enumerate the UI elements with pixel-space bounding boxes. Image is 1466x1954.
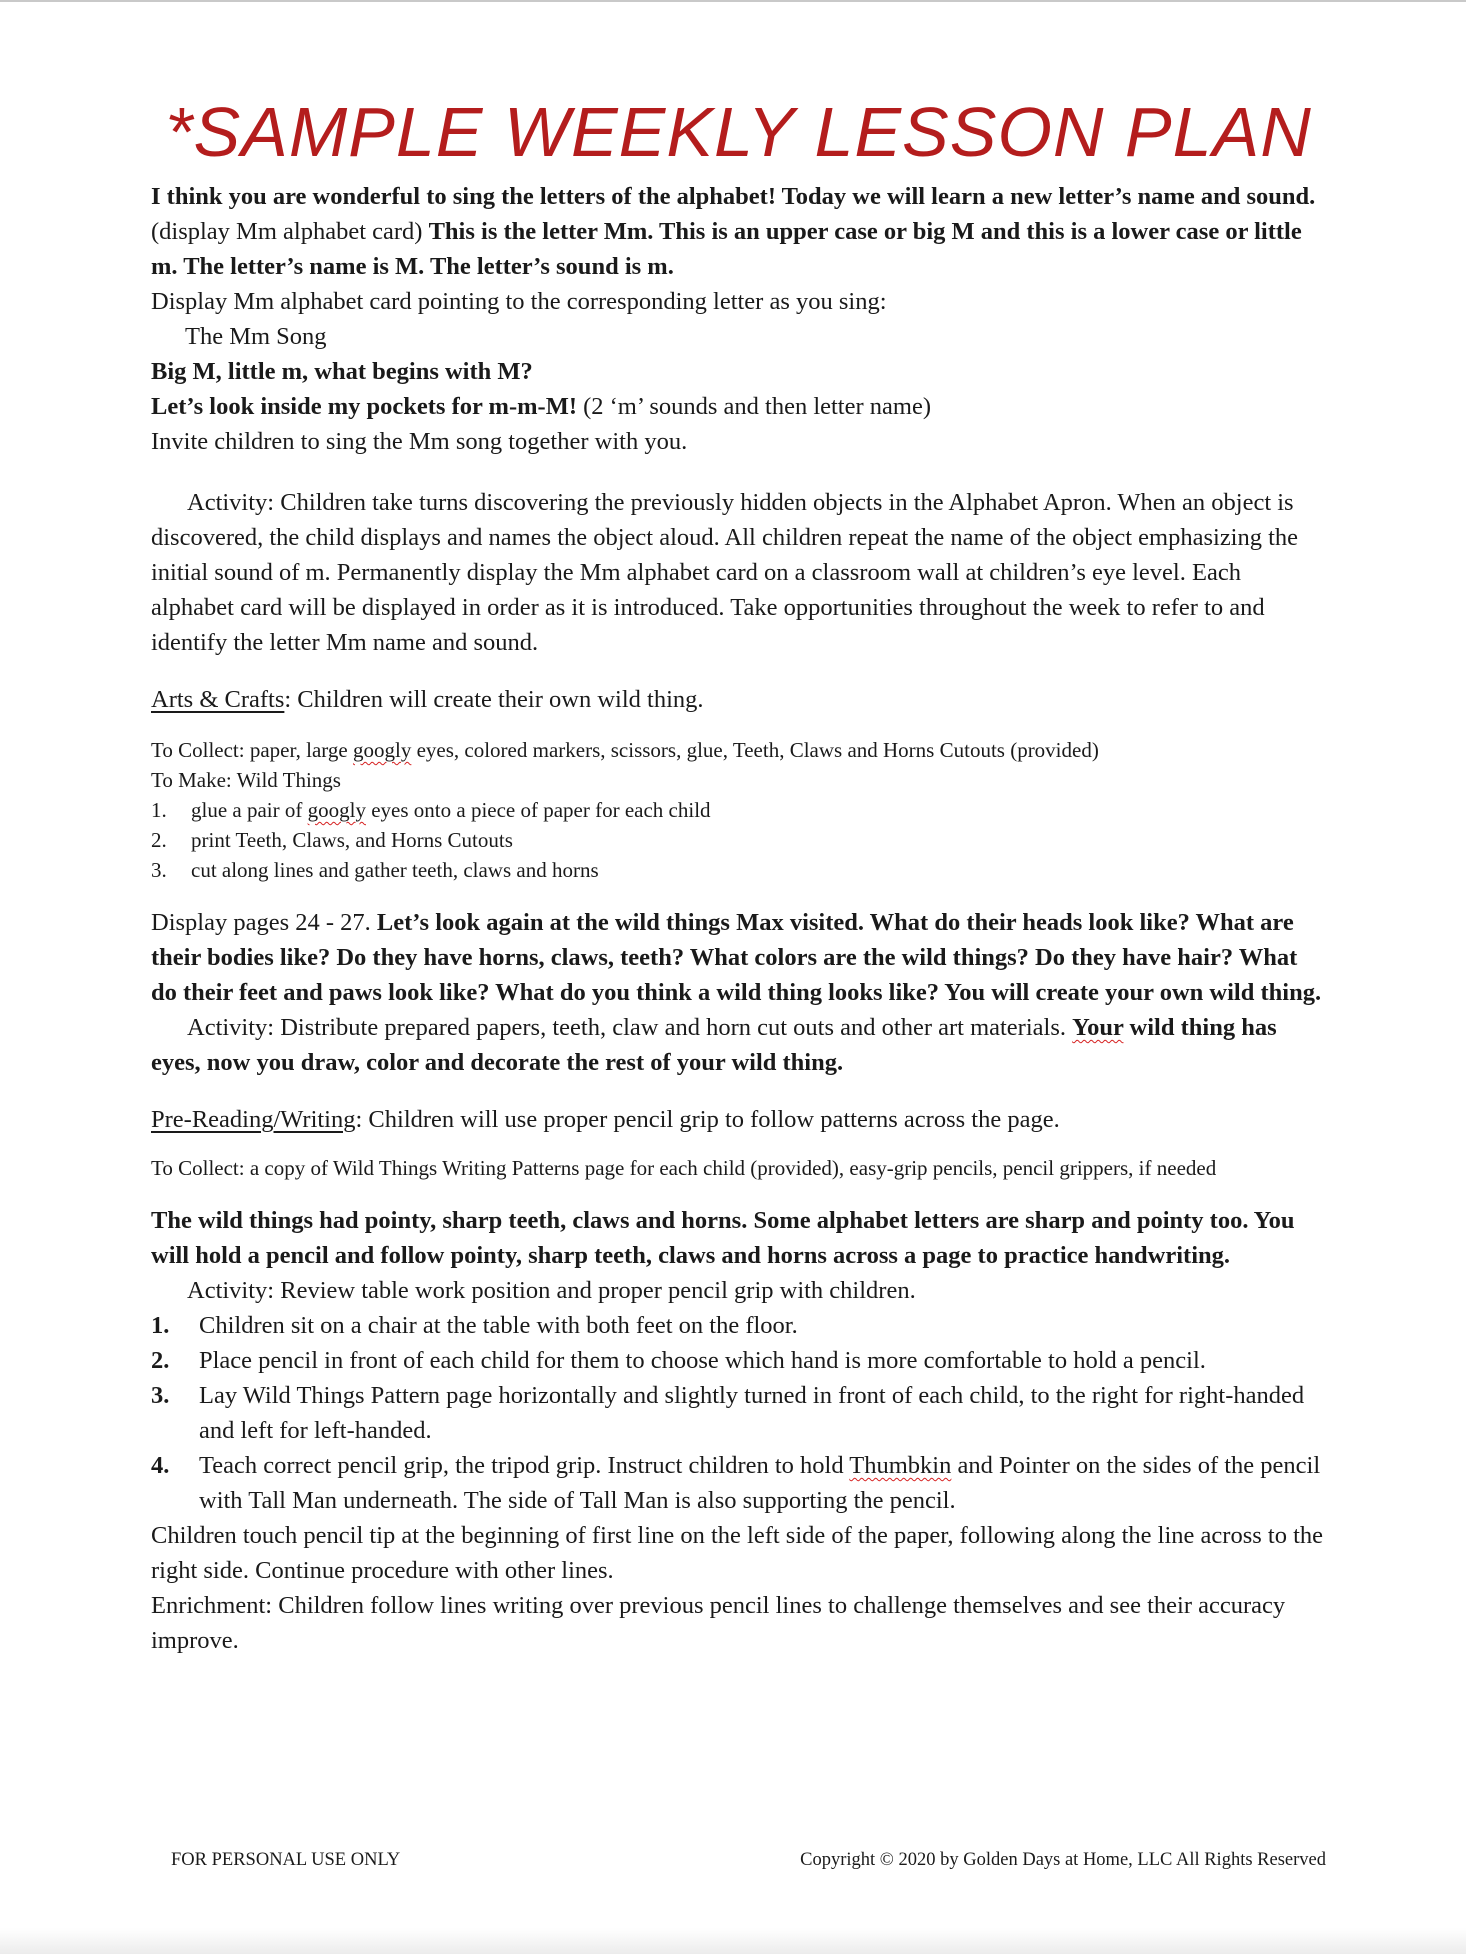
list-number: 2.	[151, 1347, 170, 1374]
spacer	[151, 1137, 1326, 1153]
song-line-2	[151, 389, 1326, 424]
prereading-intro-bold: The wild things had pointy, sharp teeth, claws and horns. Some alphabet letters are sharp and pointy too. You will hold a pencil and follow pointy, sharp teeth, claws and horns across a page to practice handwriting.	[151, 1207, 1295, 1269]
display-instruction: Display Mm alphabet card pointing to the corresponding letter as you sing:	[151, 288, 887, 315]
arts-heading-label: Arts & Crafts	[151, 686, 285, 713]
content-flow	[151, 179, 1326, 1658]
list-number: 2.	[151, 828, 167, 852]
list-item	[151, 1308, 1326, 1343]
list-text: Teach correct pencil grip, the tripod grip. Instruct children to hold	[199, 1452, 850, 1479]
arts-steps-list	[151, 795, 1326, 885]
spacer	[151, 1080, 1326, 1102]
prereading-enrichment: Enrichment: Children follow lines writing over previous pencil lines to challenge themselves and see their accuracy improve.	[151, 1592, 1286, 1654]
list-item	[151, 1343, 1326, 1378]
list-text: and Pointer on the sides of the pencil with Tall Man underneath. The side of Tall Man is also supporting the pencil.	[199, 1452, 1321, 1514]
invite-line: Invite children to sing the Mm song together with you.	[151, 428, 688, 455]
spellcheck-word: Thumbkin	[849, 1452, 952, 1479]
intro-plain: (display Mm alphabet card)	[151, 218, 429, 245]
song-title: The Mm Song	[185, 323, 327, 350]
top-border	[0, 0, 1466, 2]
list-number: 4.	[151, 1452, 170, 1479]
prereading-activity: Activity: Review table work position and proper pencil grip with children.	[187, 1277, 916, 1304]
list-text: Place pencil in front of each child for them to choose which hand is more comfortable to hold a pencil.	[199, 1347, 1206, 1374]
list-number: 3.	[151, 858, 167, 882]
spacer	[151, 717, 1326, 735]
list-item	[151, 1448, 1326, 1518]
arts-make: To Make: Wild Things	[151, 768, 341, 792]
list-number: 3.	[151, 1382, 170, 1409]
page-title: *SAMPLE WEEKLY LESSON PLAN	[165, 93, 1312, 171]
arts-collect-prefix: To Collect: paper, large	[151, 738, 353, 762]
list-text: eyes onto a piece of paper for each child	[365, 798, 711, 822]
song-line-1-text: Big M, little m, what begins with M?	[151, 358, 533, 385]
spellcheck-word: googly	[352, 738, 412, 762]
arts-heading-rest: : Children will create their own wild thing.	[284, 686, 704, 713]
arts-display-bold: Let’s look again at the wild things Max visited. What do their heads look like? What are their bodies like? Do they have horns, claws, teeth? What colors are the wild things? Do they have hair? What do their feet and paws look like? What do you think a wild thing looks like? You will create your own wild thing.	[151, 909, 1322, 1006]
list-text: cut along lines and gather teeth, claws and horns	[191, 858, 599, 882]
footer-personal-use: FOR PERSONAL USE ONLY	[171, 1850, 401, 1870]
prereading-intro	[151, 1203, 1326, 1273]
spellcheck-word: Your	[1072, 1014, 1124, 1041]
prereading-steps-list	[151, 1308, 1326, 1518]
list-item	[151, 855, 1326, 885]
song-line-2-plain: (2 ‘m’ sounds and then letter name)	[576, 393, 931, 420]
list-number: 1.	[151, 1312, 170, 1339]
spacer	[151, 660, 1326, 682]
spacer	[151, 1183, 1326, 1203]
spacer	[151, 459, 1326, 485]
song-line-1	[151, 354, 1326, 389]
arts-collect	[151, 735, 1326, 765]
arts-activity	[151, 1010, 1326, 1080]
footer-copyright: Copyright © 2020 by Golden Days at Home, LLC All Rights Reserved	[800, 1850, 1326, 1870]
list-text: glue a pair of	[191, 798, 308, 822]
prereading-heading-label: Pre-Reading/Writing	[151, 1106, 356, 1133]
prereading-collect: To Collect: a copy of Wild Things Writing Patterns page for each child (provided), easy-grip pencils, pencil grippers, if needed	[151, 1156, 1217, 1180]
arts-collect-suffix: eyes, colored markers, scissors, glue, Teeth, Claws and Horns Cutouts (provided)	[411, 738, 1099, 762]
list-text: print Teeth, Claws, and Horns Cutouts	[191, 828, 513, 852]
arts-display-plain: Display pages 24 - 27.	[151, 909, 377, 936]
arts-activity-plain: Activity: Distribute prepared papers, teeth, claw and horn cut outs and other art materials.	[187, 1014, 1073, 1041]
list-text: Children sit on a chair at the table with both feet on the floor.	[199, 1312, 798, 1339]
list-item	[151, 1378, 1326, 1448]
list-item	[151, 825, 1326, 855]
bottom-shade	[0, 1928, 1466, 1954]
spacer	[151, 885, 1326, 905]
prereading-follow: Children touch pencil tip at the beginning of first line on the left side of the paper, following along the line across to the right side. Continue procedure with other lines.	[151, 1522, 1324, 1584]
intro-paragraph	[151, 179, 1326, 284]
list-item	[151, 795, 1326, 825]
list-text: Lay Wild Things Pattern page horizontally and slightly turned in front of each child, to the right for right-handed and left for left-handed.	[199, 1382, 1305, 1444]
intro-bold-2: This is the letter Mm. This is an upper case or big M and this is a lower case or little m. The letter’s name is M. The letter’s sound is m.	[151, 218, 1302, 280]
prereading-heading	[151, 1102, 1326, 1137]
prereading-heading-rest: : Children will use proper pencil grip to follow patterns across the page.	[355, 1106, 1060, 1133]
arts-heading	[151, 682, 1326, 717]
spellcheck-word: googly	[307, 798, 366, 822]
arts-activity-bold: wild thing has eyes, now you draw, color and decorate the rest of your wild thing.	[151, 1014, 1277, 1076]
arts-display	[151, 905, 1326, 1010]
list-number: 1.	[151, 798, 167, 822]
intro-bold-1: I think you are wonderful to sing the letters of the alphabet! Today we will learn a new letter’s name and sound.	[151, 183, 1316, 210]
song-line-2-bold: Let’s look inside my pockets for m-m-M!	[151, 393, 577, 420]
intro-activity: Activity: Children take turns discovering the previously hidden objects in the Alphabet Apron. When an object is discovered, the child displays and names the object aloud. All children repeat the name of the object emphasizing the initial sound of m. Permanently display the Mm alphabet card on a classroom wall at children’s eye level. Each alphabet card will be displayed in order as it is introduced. Take opportunities throughout the week to refer to and identify the letter Mm name and sound.	[151, 489, 1299, 656]
